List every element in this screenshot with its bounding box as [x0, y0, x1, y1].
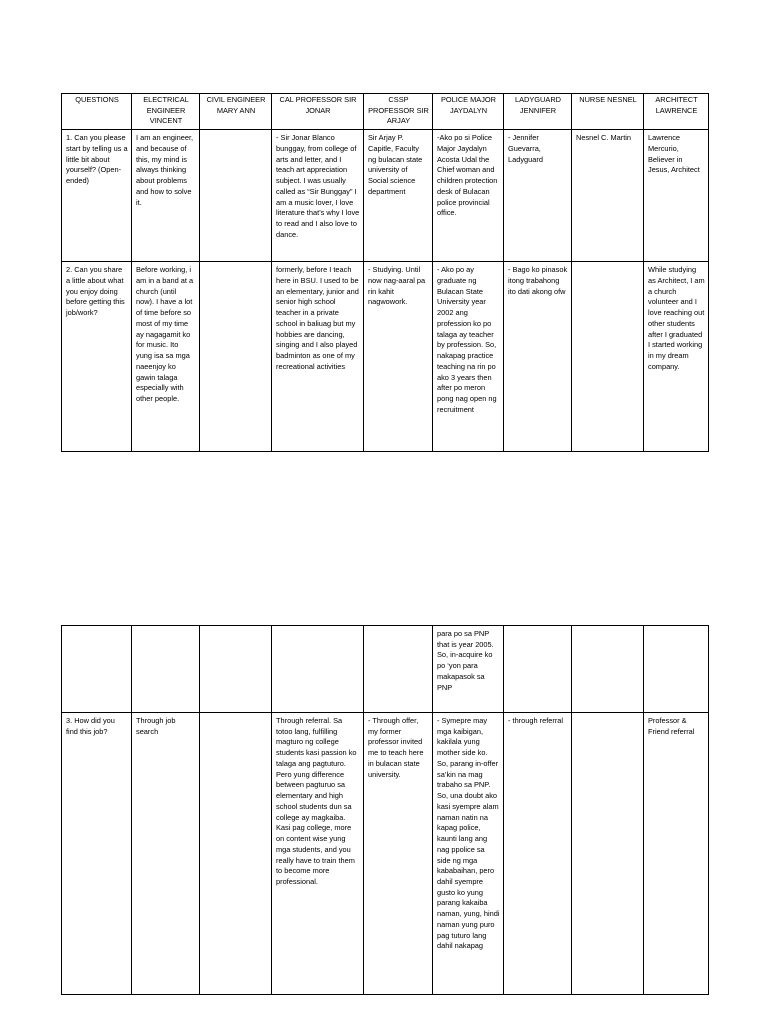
table-row: [62, 130, 709, 262]
answer-cell: [200, 130, 272, 262]
header-questions: QUESTIONS: [62, 94, 132, 130]
answer-cell: Through referral. Sa totoo lang, fulfilling magturo ng college students kasi passion ko talaga ang pagtuturo. Pero yung difference between pagturuo sa elementary and high school students dun sa college ay magkaiba. Kasi pag college, more on content wise yung mga students, and you really have to train them to become more professional.: [272, 713, 364, 995]
answer-cell: [272, 626, 364, 713]
header-civil-engineer: CIVIL ENGINEER MARY ANN: [200, 94, 272, 130]
answer-cell: [200, 713, 272, 995]
answer-cell: Lawrence Mercurio, Believer in Jesus, Architect: [644, 130, 709, 262]
answer-cell: [132, 626, 200, 713]
answer-cell: - Ako po ay graduate ng Bulacan State University year 2002 ang profession ko po talaga ay teacher by profession. So, nakapag practice teaching na rin po ako 3 years then after po meron pong nag open ng recruitment: [433, 262, 504, 452]
answer-cell: [572, 713, 644, 995]
answer-cell: Professor & Friend referral: [644, 713, 709, 995]
header-police-major: POLICE MAJOR JAYDALYN: [433, 94, 504, 130]
table-header-row: [62, 94, 709, 130]
answer-cell: - Bago ko pinasok itong trabahong ito dati akong ofw: [504, 262, 572, 452]
answer-cell: [200, 262, 272, 452]
table-row-continuation: [62, 626, 709, 713]
answer-cell: Sir Arjay P. Capitle, Faculty ng bulacan state university of Social science department: [364, 130, 433, 262]
answer-cell: [364, 626, 433, 713]
answer-cell: Through job search: [132, 713, 200, 995]
answer-cell: [572, 262, 644, 452]
answer-cell: - Through offer, my former professor invited me to teach here in bulacan state university.: [364, 713, 433, 995]
answer-cell: [644, 626, 709, 713]
answer-cell: [504, 626, 572, 713]
header-cal-professor: CAL PROFESSOR SIR JONAR: [272, 94, 364, 130]
question-cell: 1. Can you please start by telling us a little bit about yourself? (Open-ended): [62, 130, 132, 262]
answer-cell: -Ako po si Police Major Jaydalyn Acosta Udal the Chief woman and children protection desk of Bulacan police provincial office.: [433, 130, 504, 262]
answer-cell: [572, 626, 644, 713]
question-cell: [62, 626, 132, 713]
answer-cell: I am an engineer, and because of this, my mind is always thinking about problems and how to solve it.: [132, 130, 200, 262]
header-nurse: NURSE NESNEL: [572, 94, 644, 130]
question-cell: 3. How did you find this job?: [62, 713, 132, 995]
interview-table-page-2: [61, 625, 709, 995]
answer-cell: para po sa PNP that is year 2005. So, in-acquire ko po ‘yon para makapasok sa PNP: [433, 626, 504, 713]
header-ladyguard: LADYGUARD JENNIFER: [504, 94, 572, 130]
answer-cell: [200, 626, 272, 713]
answer-cell: - Jennifer Guevarra, Ladyguard: [504, 130, 572, 262]
answer-cell: Before working, i am in a band at a church (until now). I have a lot of time before so most of my time ay nagagamit ko for music. Ito yung isa sa mga naeenjoy ko gawin talaga especially with other people.: [132, 262, 200, 452]
answer-cell: While studying as Architect, I am a church volunteer and I love reaching out other students after I graduated I started working in my dream company.: [644, 262, 709, 452]
question-cell: 2. Can you share a little about what you enjoy doing before getting this job/work?: [62, 262, 132, 452]
table-row: [62, 262, 709, 452]
answer-cell: - Symepre may mga kaibigan, kakilala yung mother side ko. So, parang in-offer sa’kin na mag trabaho sa PNP. So, una doubt ako kasi syempre alam naman natin na kapag police, kaunti lang ang nag ppolice sa side ng mga kababaihan, pero dahil syempre gusto ko yung parang kakaiba naman, yung, hindi naman yung puro pag tuturo lang dahil nakapag: [433, 713, 504, 995]
answer-cell: formerly, before I teach here in BSU. I used to be an elementary, junior and senior high school teacher in a private school in baliuag but my hobbies are dancing, singing and I also played badminton as one of my recreational activities: [272, 262, 364, 452]
table-row: [62, 713, 709, 995]
answer-cell: Nesnel C. Martin: [572, 130, 644, 262]
answer-cell: - through referral: [504, 713, 572, 995]
answer-cell: - Sir Jonar Blanco bunggay, from college of arts and letter, and I teach art appreciation subject. I was usually called as “Sir Bunggay” I am a music lover, I love literature that’s why I love to read and I also love to dance.: [272, 130, 364, 262]
interview-table-page-1: [61, 93, 709, 452]
answer-cell: - Studying. Until now nag-aaral pa rin kahit nagwowork.: [364, 262, 433, 452]
header-electrical-engineer: ELECTRICAL ENGINEER VINCENT: [132, 94, 200, 130]
header-cssp-professor: CSSP PROFESSOR SIR ARJAY: [364, 94, 433, 130]
header-architect: ARCHITECT LAWRENCE: [644, 94, 709, 130]
